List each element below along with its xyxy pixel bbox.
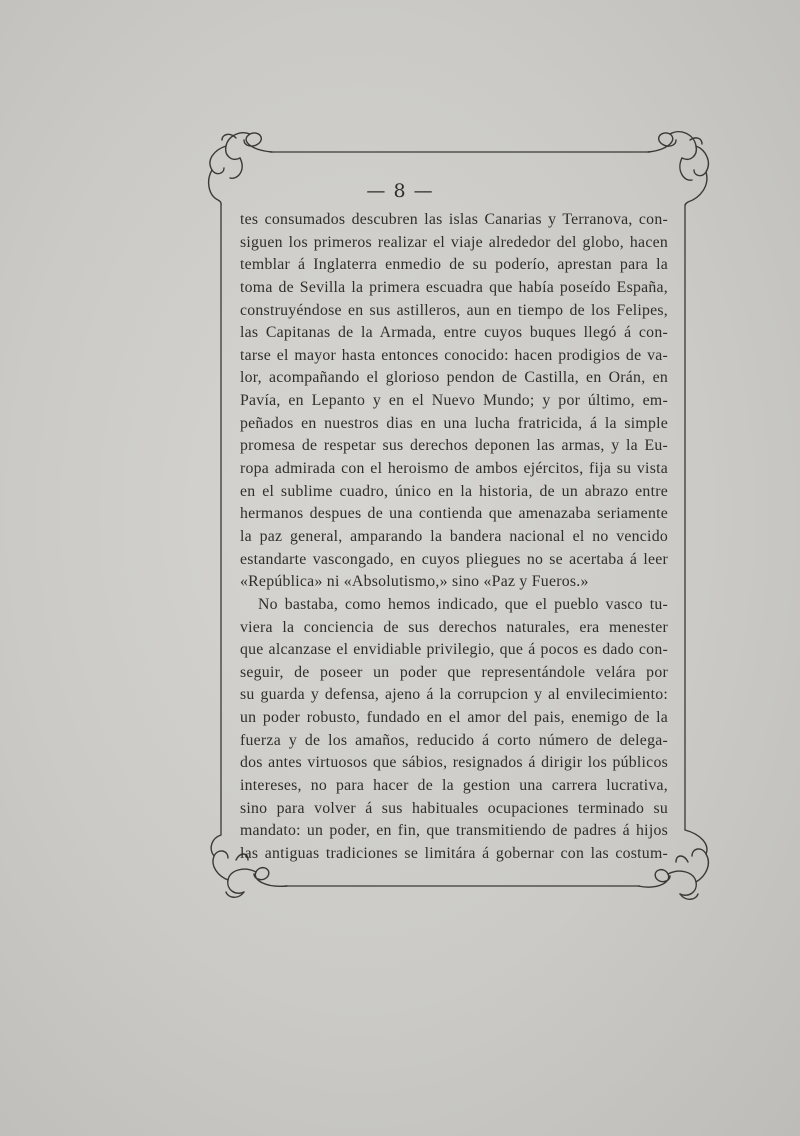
text-line: lor, acompañando el glorioso pendon de Castilla, en Orán, en [240, 369, 668, 387]
text-line: Pavía, en Lepanto y en el Nuevo Mundo; y por último, em- [240, 392, 668, 410]
text-line: ropa admirada con el heroismo de ambos ejércitos, fija su vista [240, 460, 668, 478]
text-line: construyéndose en sus astilleros, aun en tiempo de los Felipes, [240, 301, 668, 319]
text-line: No bastaba, como hemos indicado, que el pueblo vasco tu- [258, 595, 668, 613]
text-line: la paz general, amparando la bandera nacional el no vencido [240, 527, 668, 545]
text-line: promesa de respetar sus derechos deponen las armas, y la Eu- [240, 437, 668, 455]
text-line: fuerza y de los amaños, reducido á corto número de delega- [240, 731, 668, 749]
text-line: seguir, de poseer un poder que representándole velára por [240, 663, 668, 681]
text-line: hermanos despues de una contienda que amenazaba seriamente [240, 505, 668, 523]
text-line: tarse el mayor hasta entonces conocido: hacen prodigios de va- [240, 346, 668, 364]
text-line: un poder robusto, fundado en el amor del pais, enemigo de la [240, 709, 668, 727]
text-line: que alcanzase el envidiable privilegio, que á pocos es dado con- [240, 641, 668, 659]
text-line: estandarte vascongado, en cuyos pliegues no se acertaba á leer [240, 550, 668, 568]
text-line: peñados en nuestros dias en una lucha fratricida, á la simple [240, 414, 668, 432]
text-line: intereses, no para hacer de la gestion una carrera lucrativa, [240, 777, 668, 795]
text-line: sino para volver á sus habituales ocupaciones terminado su [240, 799, 668, 817]
text-line: viera la conciencia de sus derechos naturales, era menester [240, 618, 668, 636]
text-line: las Capitanas de la Armada, entre cuyos buques llegó á con- [240, 324, 668, 342]
text-line: tes consumados descubren las islas Canarias y Terranova, con- [240, 211, 668, 228]
text-line: en el sublime cuadro, único en la historia, de un abrazo entre [240, 482, 668, 500]
text-line: mandato: un poder, en fin, que transmitiendo de padres á hijos [240, 822, 668, 840]
text-line: siguen los primeros realizar el viaje alrededor del globo, hacen [240, 233, 668, 251]
text-line: toma de Sevilla la primera escuadra que había poseído España, [240, 278, 668, 296]
text-line: dos antes virtuosos que sábios, resignados á dirigir los públicos [240, 754, 668, 772]
text-line: temblar á Inglaterra enmedio de su poderío, aprestan para la [240, 256, 668, 274]
text-line: «República» ni «Absolutismo,» sino «Paz y Fueros.» [240, 573, 589, 591]
body-text [240, 209, 668, 866]
page-number: — 8 — [366, 180, 434, 202]
text-line: su guarda y defensa, ajeno á la corrupcion y al envilecimiento: [240, 686, 668, 704]
text-line: las antiguas tradiciones se limitára á gobernar con las costum- [240, 844, 668, 862]
